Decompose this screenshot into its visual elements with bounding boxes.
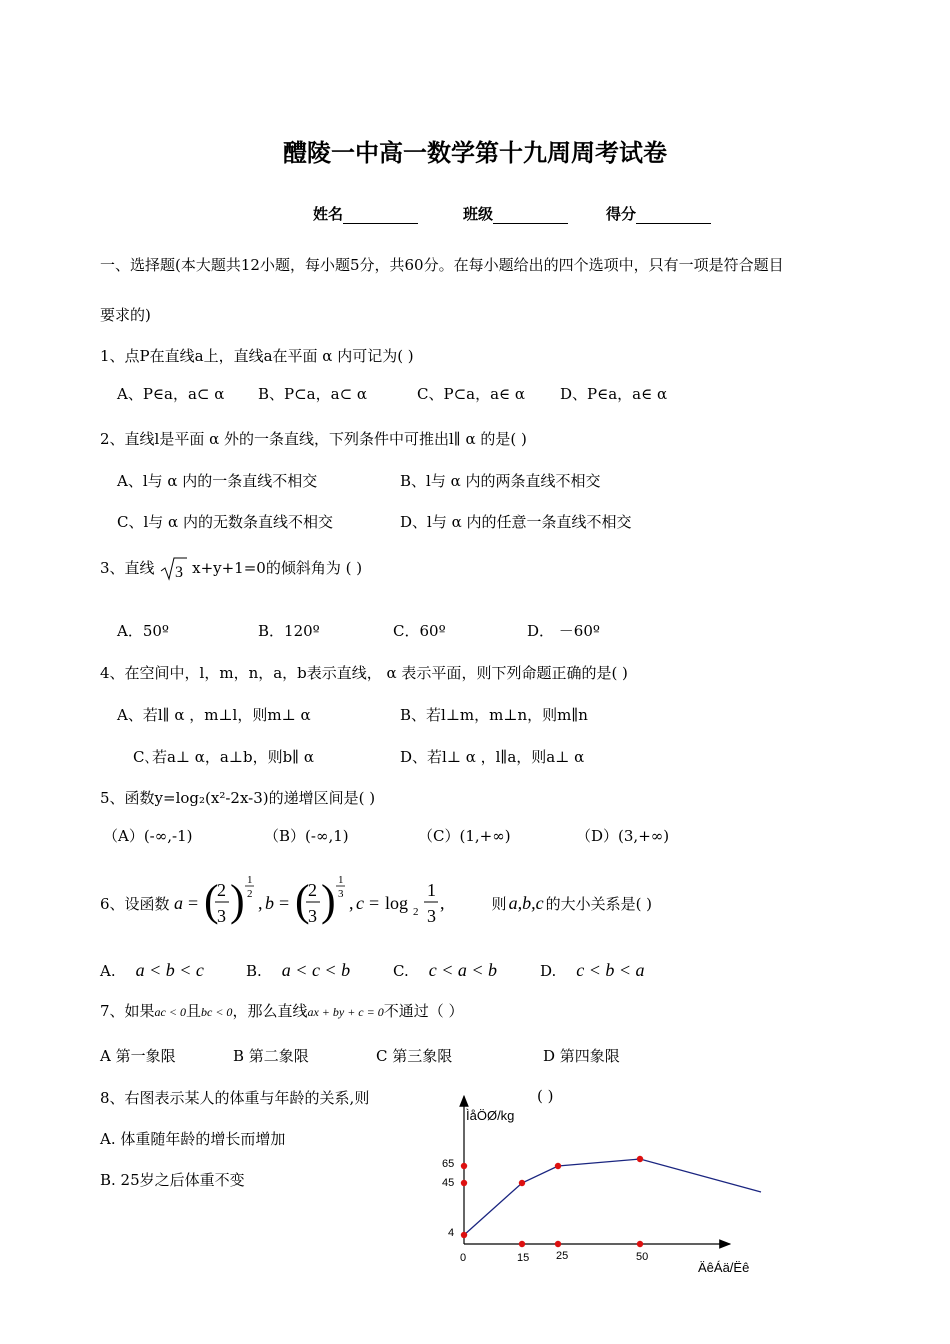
q7-stem: 7、如果ac < 0且bc < 0，那么直线ax + by + c = 0不通过（ ）: [100, 1002, 464, 1020]
q2-option-b[interactable]: B、l与 α 内的两条直线不相交: [400, 472, 601, 490]
svg-text:c: c: [355, 893, 364, 913]
y-axis-label: ÌåÖØ/kg: [466, 1108, 515, 1123]
svg-text:=: =: [278, 893, 289, 913]
page-title: 醴陵一中高一数学第十九周周考试卷: [283, 139, 667, 167]
q8-option-a[interactable]: A. 体重随年龄的增长而增加: [100, 1130, 286, 1148]
q6-option-c[interactable]: C. c < a < b: [393, 960, 498, 980]
svg-text:1: 1: [337, 874, 344, 886]
q3-option-d[interactable]: D． －60º: [527, 622, 600, 640]
q3-option-b[interactable]: B．120º: [258, 622, 320, 640]
data-point-4: [555, 1163, 561, 1169]
q5-stem: 5、函数y=log₂(x²-2x-3)的递增区间是( ): [100, 789, 376, 807]
q1-option-d[interactable]: D、P∈a，a∈ α: [560, 385, 668, 403]
svg-text:3: 3: [307, 906, 317, 926]
svg-text:2: 2: [412, 906, 419, 918]
svg-text:3: 3: [216, 906, 226, 926]
q5-option-c[interactable]: （C）(1,+∞): [418, 827, 511, 845]
q4-option-b[interactable]: B、若l⊥m，m⊥n，则m∥n: [400, 706, 588, 724]
y-tick-65: 65: [442, 1158, 455, 1170]
q4-option-c[interactable]: C､若a⊥ α，a⊥b，则b∥ α: [133, 748, 315, 766]
svg-text:a: a: [173, 893, 183, 913]
q1-stem: 1、点P在直线a上，直线a在平面 α 内可记为( ): [100, 347, 414, 365]
class-field[interactable]: 班级: [463, 203, 568, 224]
svg-text:1: 1: [246, 874, 253, 886]
q3-option-a[interactable]: A．50º: [117, 622, 169, 640]
q6-option-b[interactable]: B. a < c < b: [246, 960, 351, 980]
q4-option-d[interactable]: D、若l⊥ α ，l∥a，则a⊥ α: [400, 748, 585, 766]
q2-stem: 2、直线l是平面 α 外的一条直线，下列条件中可推出l∥ α 的是( ): [100, 430, 527, 448]
q1-option-a[interactable]: A、P∈a，a⊂ α: [117, 385, 225, 403]
data-point-0: [461, 1232, 467, 1238]
q1-option-b[interactable]: B、P⊂a，a⊂ α: [258, 385, 368, 403]
y-tick-45: 45: [442, 1177, 455, 1189]
svg-text:): ): [320, 876, 336, 925]
q5-option-d[interactable]: （D）(3,+∞): [576, 827, 670, 845]
q2-option-c[interactable]: C、l与 α 内的无数条直线不相交: [117, 513, 333, 531]
x-tick-0: 0: [460, 1252, 467, 1264]
data-point-1: [461, 1180, 467, 1186]
svg-text:,: ,: [348, 893, 354, 913]
section-heading: 一、选择题(本大题共12小题，每小题5分，共60分。在每小题给出的四个选项中，只有一项是符合题目: [100, 256, 784, 274]
svg-text:): ): [229, 876, 245, 925]
q1-option-c[interactable]: C、P⊂a，a∈ α: [417, 385, 526, 403]
data-point-8: [637, 1241, 643, 1247]
q3-option-c[interactable]: C．60º: [393, 622, 446, 640]
data-point-2: [461, 1163, 467, 1169]
q7-option-b[interactable]: B 第二象限: [233, 1047, 309, 1065]
x-tick-50: 50: [636, 1251, 649, 1263]
q6-option-a[interactable]: A. a < b < c: [100, 960, 204, 980]
name-field[interactable]: 姓名: [313, 203, 418, 224]
data-point-5: [637, 1156, 643, 1162]
x-tick-25: 25: [556, 1250, 569, 1262]
q2-option-a[interactable]: A、l与 α 内的一条直线不相交: [117, 472, 318, 490]
y-tick-4: 4: [448, 1227, 455, 1239]
svg-text:log: log: [384, 893, 408, 913]
q2-option-d[interactable]: D、l与 α 内的任意一条直线不相交: [400, 513, 632, 531]
svg-text:(: (: [203, 876, 219, 925]
q7-option-d[interactable]: D 第四象限: [543, 1047, 620, 1065]
q8-stem: 8、右图表示某人的体重与年龄的关系,则: [100, 1089, 370, 1107]
q5-option-a[interactable]: （A）(-∞,-1): [103, 827, 193, 845]
svg-text:3: 3: [337, 888, 344, 900]
q6-option-d[interactable]: D. c < b < a: [540, 960, 645, 980]
data-point-6: [519, 1241, 525, 1247]
q8-answer-paren: ( ): [537, 1087, 554, 1105]
svg-text:3: 3: [175, 564, 184, 581]
svg-text:=: =: [187, 893, 198, 913]
svg-text:2: 2: [307, 880, 317, 900]
data-point-7: [555, 1241, 561, 1247]
q4-stem: 4、在空间中，l，m，n，a，b表示直线， α 表示平面，则下列命题正确的是( ): [100, 664, 628, 682]
svg-text:,: ,: [439, 893, 445, 913]
section-heading-cont: 要求的): [100, 306, 151, 324]
q5-option-b[interactable]: （B）(-∞,1): [264, 827, 349, 845]
q4-option-a[interactable]: A、若l∥ α ，m⊥l，则m⊥ α: [117, 706, 311, 724]
svg-text:b: b: [264, 893, 274, 913]
q7-option-c[interactable]: C 第三象限: [376, 1047, 453, 1065]
x-tick-15: 15: [517, 1252, 530, 1264]
svg-text:(: (: [294, 876, 310, 925]
q6-stem: 6、设函数 a = ( 2 3 ) 1 2 , b = ( 2 3 ) 1 3 , c = log 2 1 3 , 则 a,b,c 的大小关系是( ): [100, 868, 652, 938]
svg-text:3: 3: [426, 906, 436, 926]
svg-text:1: 1: [426, 880, 436, 900]
q7-option-a[interactable]: A 第一象限: [100, 1047, 176, 1065]
q3-stem: 3、直线 3 x+y+1=0的倾斜角为 ( ): [100, 556, 362, 582]
data-point-3: [519, 1180, 525, 1186]
svg-text:,: ,: [257, 893, 263, 913]
weight-series-line: [464, 1159, 761, 1235]
q8-option-b[interactable]: B. 25岁之后体重不变: [100, 1171, 245, 1189]
x-axis-label: ÄêÁä/Ëê: [698, 1260, 750, 1275]
svg-text:2: 2: [246, 888, 253, 900]
score-field[interactable]: 得分: [606, 203, 711, 224]
svg-text:2: 2: [216, 880, 226, 900]
svg-text:=: =: [368, 893, 379, 913]
